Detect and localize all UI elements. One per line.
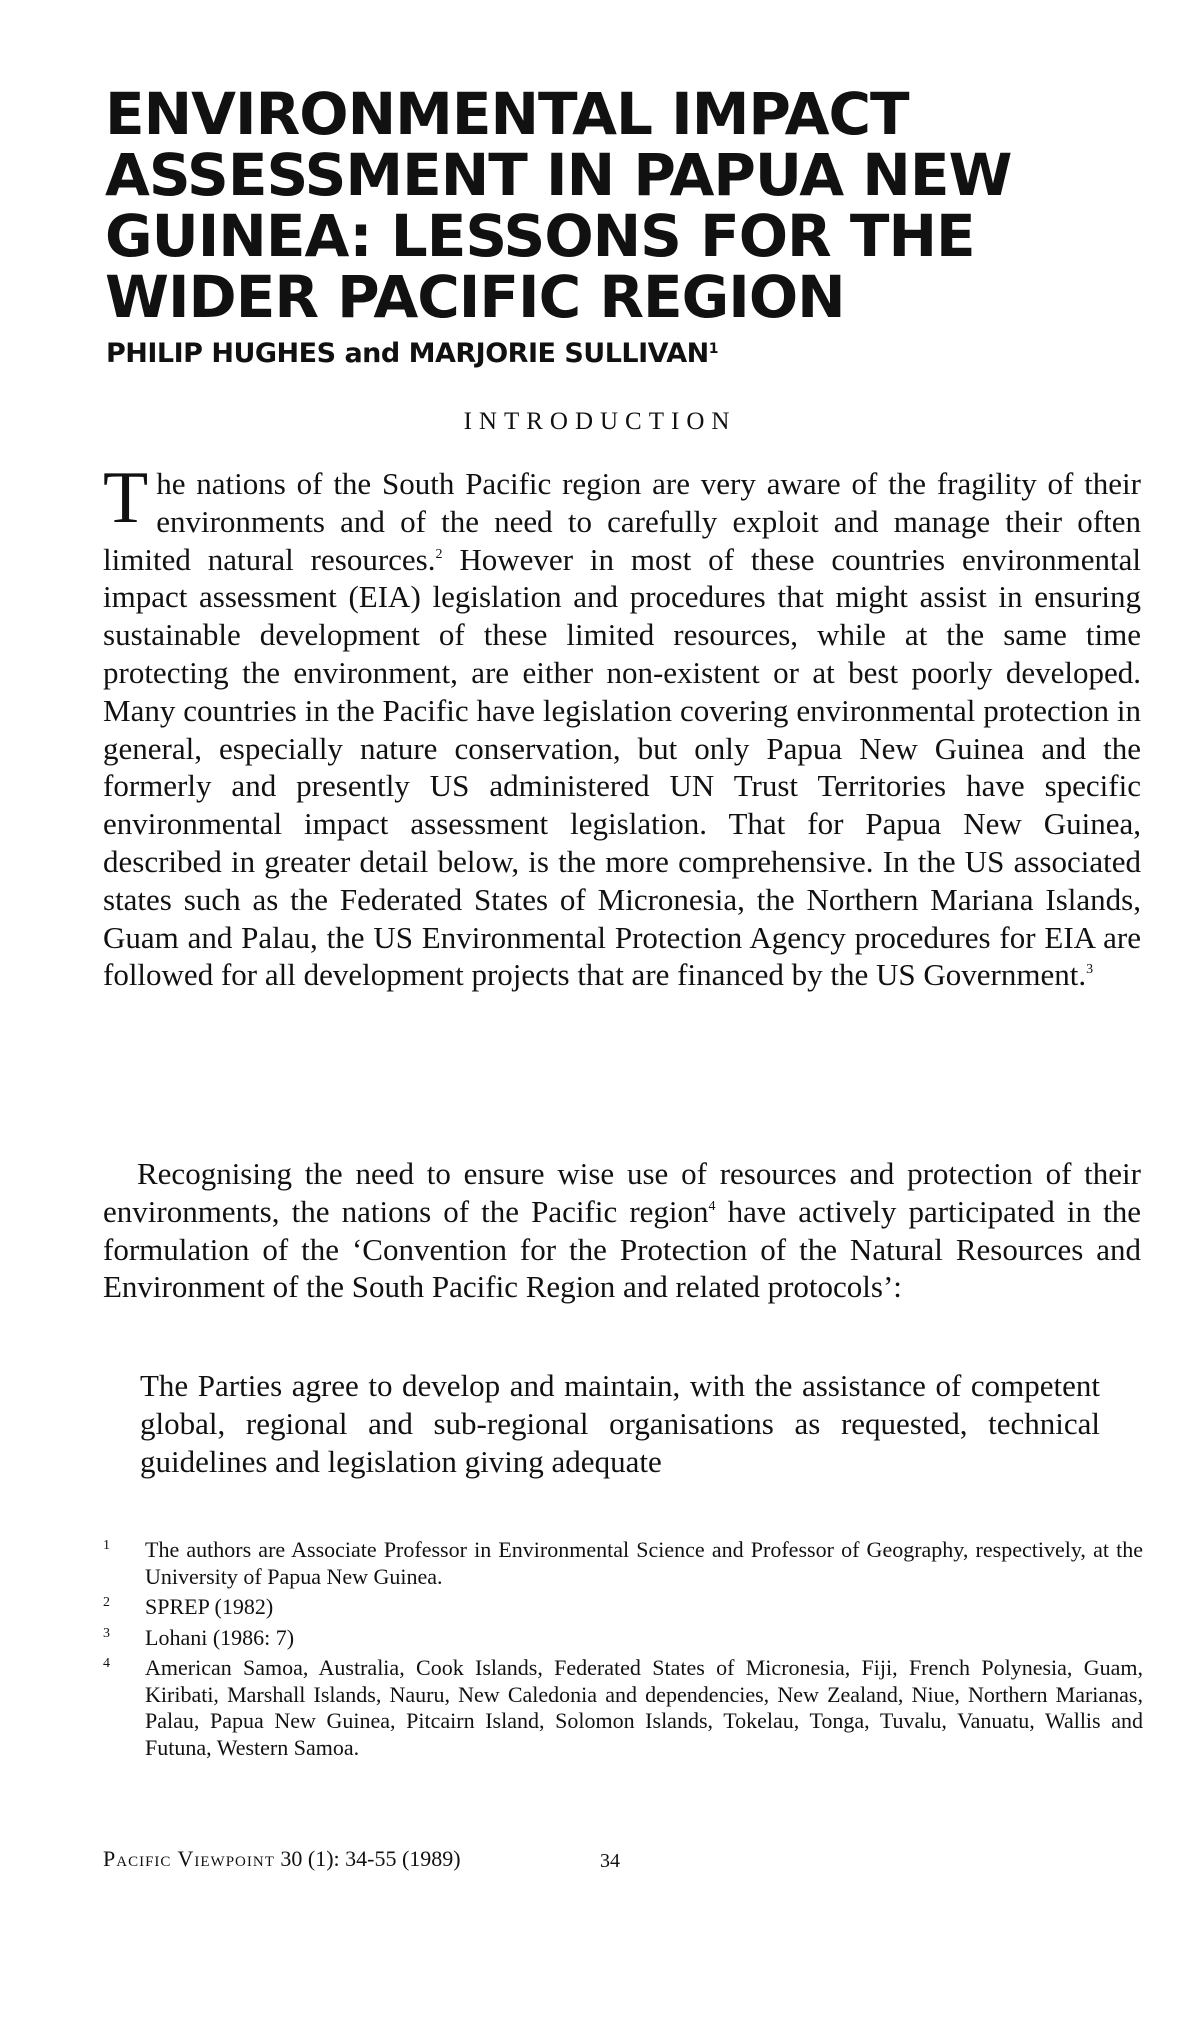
footnote-text: The authors are Associate Professor in Environmental Science and Professor of Geography, respectively, at the University of Papua New Guinea. [145, 1537, 1143, 1589]
page-number: 34 [600, 1850, 620, 1872]
article-title: ENVIRONMENTAL IMPACT ASSESSMENT IN PAPUA NEW GUINEA: LESSONS FOR THE WIDER PACIFIC REGION [105, 80, 1012, 331]
footnote-text: American Samoa, Australia, Cook Islands, Federated States of Micronesia, Fiji, French Polynesia, Guam, Kiribati, Marshall Islands, Nauru, New Caledonia and dependencies, New Zealand, Niue, Northern Marianas, Palau, Papua New Guinea, Pitcairn Island, Solomon Islands, Tokelau, Tonga, Tuvalu, Vanuatu, Wallis and Futuna, Western Samoa. [145, 1655, 1143, 1760]
footnote-ref-2: 2 [435, 546, 443, 562]
authors-names: PHILIP HUGHES and MARJORIE SULLIVAN [106, 338, 709, 369]
footnote-number: 3 [103, 1625, 110, 1641]
footnote-number: 4 [103, 1656, 110, 1671]
authors-footnote-marker: 1 [708, 341, 718, 357]
footnote-ref-4: 4 [708, 1198, 716, 1214]
footnote [103, 1625, 1143, 1652]
footnote [103, 1594, 1143, 1621]
footnote-ref-3: 3 [1086, 962, 1094, 978]
article-authors [106, 338, 718, 369]
footnote-number: 2 [103, 1595, 110, 1610]
paragraph-1-text-b: However in most of these countries environmental impact assessment (EIA) legislation and procedures that might assist in ensuring sustainable development of these limited resources, while at the same time protecting the environment, are either non-existent or at best poorly developed. Many countries in the Pacific have legislation covering environmental protection in general, especially nature conservation, but only Papua New Guinea and the formerly and presently US administered UN Trust Territories have specific environmental impact assessment legislation. That for Papua New Guinea, described in greater detail below, is the more comprehensive. In the US associated states such as the Federated States of Micronesia, the Northern Mariana Islands, Guam and Palau, the US Environmental Protection Agency procedures for EIA are followed for all development projects that are financed by the US Government. [103, 541, 1141, 993]
paragraph-1 [103, 457, 1141, 994]
footnote-number: 1 [103, 1538, 110, 1553]
footnotes [103, 1537, 1143, 1765]
footnote-text: Lohani (1986: 7) [145, 1624, 295, 1650]
paragraph-2 [103, 1155, 1141, 1306]
footnote [103, 1537, 1143, 1590]
journal-citation [103, 1846, 461, 1872]
paragraph-2-text-a: Recognising the need to ensure wise use of resources and protection of their environments, the nations of the Pacific region [103, 1156, 1141, 1229]
citation-details: 30 (1): 34-55 (1989) [274, 1846, 461, 1871]
paragraph-1-text-a: he nations of the South Pacific region are very aware of the fragility of their environments and of the need to carefully exploit and manage their often limited natural resources. [103, 466, 1141, 577]
footnote [103, 1655, 1143, 1761]
journal-name: Pacific Viewpoint [103, 1846, 275, 1871]
footnote-text: SPREP (1982) [145, 1594, 274, 1619]
section-heading: INTRODUCTION [463, 408, 737, 435]
paragraph-2-text-b: have actively participated in the formulation of the ‘Convention for the Protection of the Natural Resources and Environment of the South Pacific Region and related protocols’: [103, 1193, 1142, 1305]
drop-cap: T [103, 457, 149, 539]
block-quote: The Parties agree to develop and maintain, with the assistance of competent global, regional and sub-regional organisations as requested, technical guidelines and legislation giving adequate [140, 1368, 1100, 1479]
